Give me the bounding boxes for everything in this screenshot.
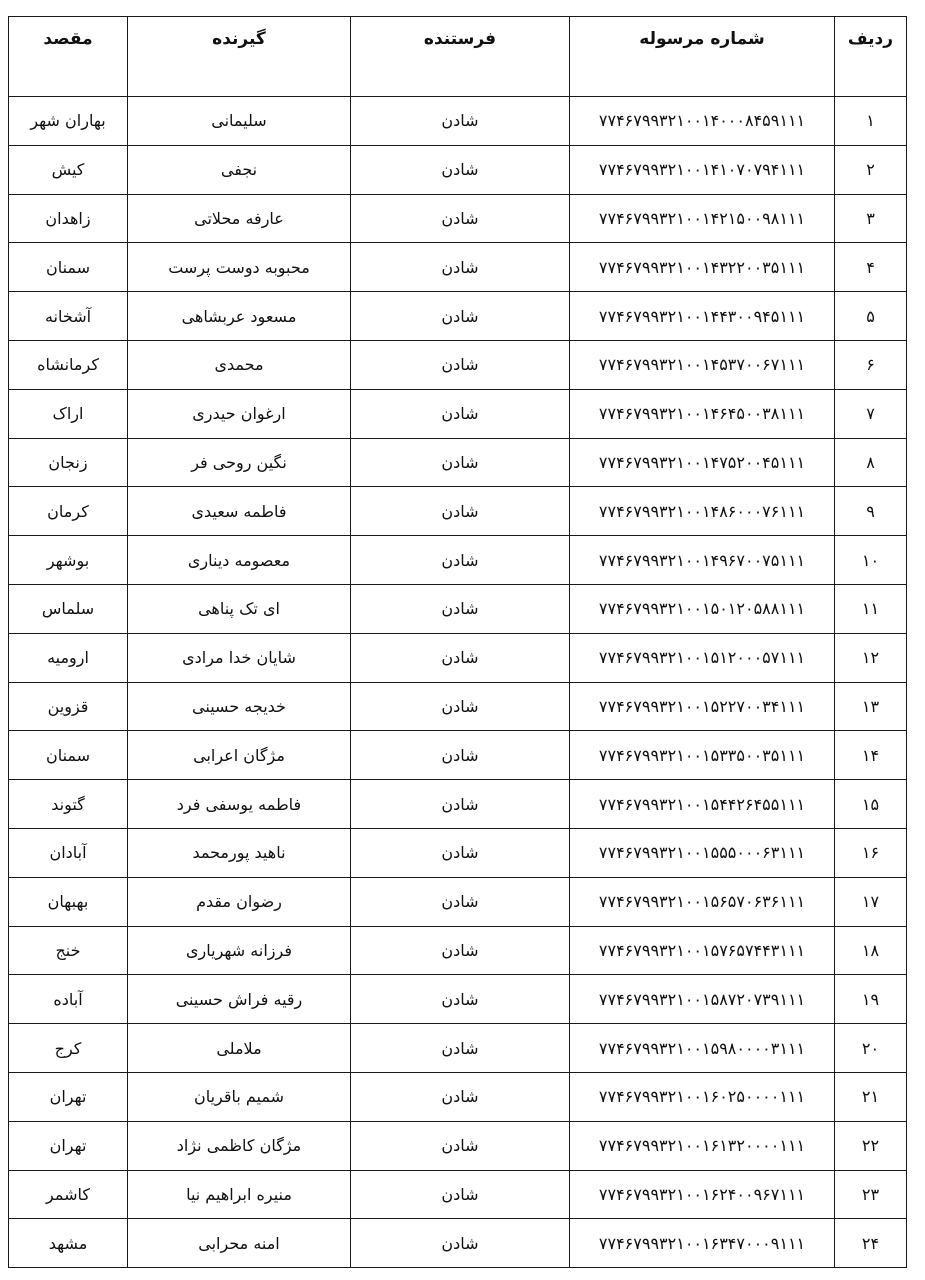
row-number-cell: ۹ — [835, 487, 907, 536]
header-row-number: ردیف — [835, 17, 907, 97]
tracking-number-cell: ۷۷۴۶۷۹۹۳۲۱۰۰۱۵۵۵۰۰۰۶۳۱۱۱ — [570, 828, 835, 877]
sender-cell: شادن — [351, 1170, 570, 1219]
row-number-cell: ۱۴ — [835, 731, 907, 780]
table-row — [9, 389, 907, 438]
tracking-number-cell: ۷۷۴۶۷۹۹۳۲۱۰۰۱۴۵۳۷۰۰۶۷۱۱۱ — [570, 340, 835, 389]
header-sender: فرستنده — [351, 17, 570, 97]
header-row — [9, 17, 907, 97]
destination-cell: کیش — [9, 145, 128, 194]
receiver-cell: معصومه دیناری — [128, 536, 351, 585]
destination-cell: کرج — [9, 1024, 128, 1073]
table-row — [9, 1219, 907, 1268]
tracking-number-cell: ۷۷۴۶۷۹۹۳۲۱۰۰۱۴۷۵۲۰۰۴۵۱۱۱ — [570, 438, 835, 487]
table-row — [9, 926, 907, 975]
table-header — [9, 17, 907, 97]
row-number-cell: ۱۸ — [835, 926, 907, 975]
tracking-number-cell: ۷۷۴۶۷۹۹۳۲۱۰۰۱۶۰۲۵۰۰۰۰۱۱۱ — [570, 1072, 835, 1121]
receiver-cell: فاطمه سعیدی — [128, 487, 351, 536]
tracking-number-cell: ۷۷۴۶۷۹۹۳۲۱۰۰۱۵۷۶۵۷۴۴۳۱۱۱ — [570, 926, 835, 975]
row-number-cell: ۲۲ — [835, 1121, 907, 1170]
table-row — [9, 975, 907, 1024]
sender-cell: شادن — [351, 292, 570, 341]
row-number-cell: ۲۰ — [835, 1024, 907, 1073]
sender-cell: شادن — [351, 828, 570, 877]
destination-cell: ارومیه — [9, 633, 128, 682]
row-number-cell: ۱ — [835, 97, 907, 146]
table-row — [9, 633, 907, 682]
receiver-cell: ارغوان حیدری — [128, 389, 351, 438]
row-number-cell: ۱۳ — [835, 682, 907, 731]
table-row — [9, 97, 907, 146]
sender-cell: شادن — [351, 340, 570, 389]
sender-cell: شادن — [351, 584, 570, 633]
tracking-number-cell: ۷۷۴۶۷۹۹۳۲۱۰۰۱۴۱۰۷۰۷۹۴۱۱۱ — [570, 145, 835, 194]
table-row — [9, 828, 907, 877]
receiver-cell: محبوبه دوست پرست — [128, 243, 351, 292]
destination-cell: آبادان — [9, 828, 128, 877]
tracking-number-cell: ۷۷۴۶۷۹۹۳۲۱۰۰۱۵۱۲۰۰۰۵۷۱۱۱ — [570, 633, 835, 682]
destination-cell: کاشمر — [9, 1170, 128, 1219]
table-row — [9, 584, 907, 633]
row-number-cell: ۱۶ — [835, 828, 907, 877]
table-row — [9, 1121, 907, 1170]
sender-cell: شادن — [351, 731, 570, 780]
row-number-cell: ۱۱ — [835, 584, 907, 633]
destination-cell: بوشهر — [9, 536, 128, 585]
sender-cell: شادن — [351, 877, 570, 926]
row-number-cell: ۲۱ — [835, 1072, 907, 1121]
table-row — [9, 536, 907, 585]
destination-cell: آباده — [9, 975, 128, 1024]
receiver-cell: مژگان کاظمی نژاد — [128, 1121, 351, 1170]
tracking-number-cell: ۷۷۴۶۷۹۹۳۲۱۰۰۱۴۸۶۰۰۰۷۶۱۱۱ — [570, 487, 835, 536]
receiver-cell: عارفه محلاتی — [128, 194, 351, 243]
receiver-cell: نگین روحی فر — [128, 438, 351, 487]
tracking-number-cell: ۷۷۴۶۷۹۹۳۲۱۰۰۱۵۲۲۷۰۰۳۴۱۱۱ — [570, 682, 835, 731]
receiver-cell: رقیه فراش حسینی — [128, 975, 351, 1024]
receiver-cell: ملاملی — [128, 1024, 351, 1073]
row-number-cell: ۲ — [835, 145, 907, 194]
tracking-number-cell: ۷۷۴۶۷۹۹۳۲۱۰۰۱۶۱۳۲۰۰۰۰۱۱۱ — [570, 1121, 835, 1170]
receiver-cell: خدیجه حسینی — [128, 682, 351, 731]
row-number-cell: ۲۳ — [835, 1170, 907, 1219]
table-row — [9, 1072, 907, 1121]
sender-cell: شادن — [351, 1219, 570, 1268]
sender-cell: شادن — [351, 487, 570, 536]
tracking-number-cell: ۷۷۴۶۷۹۹۳۲۱۰۰۱۴۶۴۵۰۰۳۸۱۱۱ — [570, 389, 835, 438]
sender-cell: شادن — [351, 1024, 570, 1073]
row-number-cell: ۲۴ — [835, 1219, 907, 1268]
destination-cell: سمنان — [9, 243, 128, 292]
destination-cell: کرمانشاه — [9, 340, 128, 389]
destination-cell: قزوین — [9, 682, 128, 731]
table-row — [9, 780, 907, 829]
shipments-table — [8, 16, 907, 1268]
receiver-cell: شایان خدا مرادی — [128, 633, 351, 682]
receiver-cell: فرزانه شهریاری — [128, 926, 351, 975]
destination-cell: گتوند — [9, 780, 128, 829]
receiver-cell: فاطمه یوسفی فرد — [128, 780, 351, 829]
row-number-cell: ۱۵ — [835, 780, 907, 829]
receiver-cell: ناهید پورمحمد — [128, 828, 351, 877]
destination-cell: آشخانه — [9, 292, 128, 341]
header-destination: مقصد — [9, 17, 128, 97]
tracking-number-cell: ۷۷۴۶۷۹۹۳۲۱۰۰۱۶۲۴۰۰۹۶۷۱۱۱ — [570, 1170, 835, 1219]
table-row — [9, 243, 907, 292]
tracking-number-cell: ۷۷۴۶۷۹۹۳۲۱۰۰۱۴۲۱۵۰۰۹۸۱۱۱ — [570, 194, 835, 243]
destination-cell: بهاران شهر — [9, 97, 128, 146]
row-number-cell: ۳ — [835, 194, 907, 243]
tracking-number-cell: ۷۷۴۶۷۹۹۳۲۱۰۰۱۵۶۵۷۰۶۳۶۱۱۱ — [570, 877, 835, 926]
destination-cell: زاهدان — [9, 194, 128, 243]
table-row — [9, 194, 907, 243]
table-row — [9, 438, 907, 487]
receiver-cell: شمیم باقریان — [128, 1072, 351, 1121]
sender-cell: شادن — [351, 243, 570, 292]
tracking-number-cell: ۷۷۴۶۷۹۹۳۲۱۰۰۱۵۹۸۰۰۰۰۳۱۱۱ — [570, 1024, 835, 1073]
table-row — [9, 1024, 907, 1073]
row-number-cell: ۶ — [835, 340, 907, 389]
table-row — [9, 145, 907, 194]
destination-cell: مشهد — [9, 1219, 128, 1268]
tracking-number-cell: ۷۷۴۶۷۹۹۳۲۱۰۰۱۴۴۳۰۰۹۴۵۱۱۱ — [570, 292, 835, 341]
sender-cell: شادن — [351, 536, 570, 585]
table-row — [9, 682, 907, 731]
sender-cell: شادن — [351, 633, 570, 682]
receiver-cell: منیره ابراهیم نیا — [128, 1170, 351, 1219]
row-number-cell: ۸ — [835, 438, 907, 487]
sender-cell: شادن — [351, 97, 570, 146]
destination-cell: بهبهان — [9, 877, 128, 926]
sender-cell: شادن — [351, 975, 570, 1024]
header-receiver: گیرنده — [128, 17, 351, 97]
tracking-number-cell: ۷۷۴۶۷۹۹۳۲۱۰۰۱۵۴۴۲۶۴۵۵۱۱۱ — [570, 780, 835, 829]
table-row — [9, 340, 907, 389]
tracking-number-cell: ۷۷۴۶۷۹۹۳۲۱۰۰۱۴۳۲۲۰۰۳۵۱۱۱ — [570, 243, 835, 292]
destination-cell: کرمان — [9, 487, 128, 536]
sender-cell: شادن — [351, 1072, 570, 1121]
receiver-cell: رضوان مقدم — [128, 877, 351, 926]
row-number-cell: ۱۷ — [835, 877, 907, 926]
destination-cell: خنج — [9, 926, 128, 975]
tracking-number-cell: ۷۷۴۶۷۹۹۳۲۱۰۰۱۴۹۶۷۰۰۷۵۱۱۱ — [570, 536, 835, 585]
tracking-number-cell: ۷۷۴۶۷۹۹۳۲۱۰۰۱۵۸۷۲۰۷۳۹۱۱۱ — [570, 975, 835, 1024]
row-number-cell: ۱۰ — [835, 536, 907, 585]
sender-cell: شادن — [351, 1121, 570, 1170]
table-row — [9, 731, 907, 780]
sender-cell: شادن — [351, 194, 570, 243]
sender-cell: شادن — [351, 682, 570, 731]
table-row — [9, 1170, 907, 1219]
sender-cell: شادن — [351, 926, 570, 975]
row-number-cell: ۵ — [835, 292, 907, 341]
receiver-cell: امنه محرابی — [128, 1219, 351, 1268]
row-number-cell: ۷ — [835, 389, 907, 438]
destination-cell: تهران — [9, 1121, 128, 1170]
row-number-cell: ۱۲ — [835, 633, 907, 682]
destination-cell: اراک — [9, 389, 128, 438]
table-row — [9, 292, 907, 341]
destination-cell: سمنان — [9, 731, 128, 780]
receiver-cell: محمدی — [128, 340, 351, 389]
destination-cell: سلماس — [9, 584, 128, 633]
sender-cell: شادن — [351, 438, 570, 487]
table-row — [9, 487, 907, 536]
tracking-number-cell: ۷۷۴۶۷۹۹۳۲۱۰۰۱۵۳۳۵۰۰۳۵۱۱۱ — [570, 731, 835, 780]
receiver-cell: مسعود عربشاهی — [128, 292, 351, 341]
sender-cell: شادن — [351, 389, 570, 438]
sender-cell: شادن — [351, 780, 570, 829]
receiver-cell: نجفی — [128, 145, 351, 194]
receiver-cell: سلیمانی — [128, 97, 351, 146]
destination-cell: زنجان — [9, 438, 128, 487]
table-row — [9, 877, 907, 926]
receiver-cell: ای تک پناهی — [128, 584, 351, 633]
tracking-number-cell: ۷۷۴۶۷۹۹۳۲۱۰۰۱۵۰۱۲۰۵۸۸۱۱۱ — [570, 584, 835, 633]
row-number-cell: ۱۹ — [835, 975, 907, 1024]
tracking-number-cell: ۷۷۴۶۷۹۹۳۲۱۰۰۱۶۳۴۷۰۰۰۹۱۱۱ — [570, 1219, 835, 1268]
tracking-number-cell: ۷۷۴۶۷۹۹۳۲۱۰۰۱۴۰۰۰۸۴۵۹۱۱۱ — [570, 97, 835, 146]
destination-cell: تهران — [9, 1072, 128, 1121]
table-body — [9, 97, 907, 1268]
sender-cell: شادن — [351, 145, 570, 194]
receiver-cell: مژگان اعرابی — [128, 731, 351, 780]
row-number-cell: ۴ — [835, 243, 907, 292]
header-tracking-number: شماره مرسوله — [570, 17, 835, 97]
